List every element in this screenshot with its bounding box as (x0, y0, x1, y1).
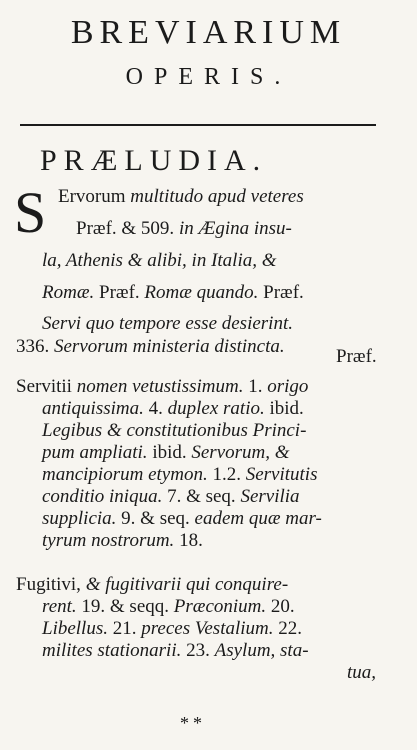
text-segment: 20. (270, 596, 295, 617)
text-segment: tua, (347, 662, 377, 683)
text-segment: supplicia. (42, 508, 122, 529)
text-line (16, 376, 308, 398)
text-line (42, 282, 304, 304)
drop-cap: S (14, 180, 47, 245)
text-segment: Servitii (16, 376, 77, 397)
text-segment: 7. & seq. (167, 486, 241, 507)
text-segment: rent. (42, 596, 82, 617)
text-segment: 9. & seq. (121, 508, 195, 529)
text-segment: tyrum nostrorum. (42, 530, 180, 551)
text-segment: 23. (186, 640, 215, 661)
text-segment: 1.2. (212, 464, 246, 485)
text-line (16, 574, 288, 596)
section-heading: PRÆLUDIA. (40, 144, 268, 177)
text-line (347, 662, 376, 684)
text-segment: conditio iniqua. (42, 486, 168, 507)
text-segment: Asylum, sta- (214, 640, 309, 661)
text-segment: & fugitivarii qui conquire- (85, 574, 289, 595)
text-line (42, 596, 295, 618)
text-segment: Legibus & constitutionibus Princi- (42, 420, 307, 441)
text-line (42, 442, 290, 464)
text-segment: 18. (179, 530, 203, 551)
text-line (16, 336, 285, 358)
text-segment: mancipiorum etymon. (42, 464, 213, 485)
text-segment: Servilia (240, 486, 300, 507)
text-segment: origo (267, 376, 309, 397)
text-line (42, 640, 309, 662)
text-line (42, 398, 304, 420)
text-segment: Præconium. (173, 596, 271, 617)
title-breviarium: BREVIARIUM (70, 14, 347, 51)
text-segment: Ervorum (58, 186, 131, 207)
text-line (76, 218, 292, 240)
text-segment: Servitutis (245, 464, 318, 485)
text-line (42, 313, 293, 335)
text-line (58, 186, 304, 208)
signature-mark: ** (180, 713, 206, 733)
text-segment: Præf. (263, 282, 304, 303)
text-segment: ibid. (152, 442, 192, 463)
text-segment: 22. (278, 618, 303, 639)
text-line (42, 420, 306, 442)
text-segment: preces Vestalium. (141, 618, 279, 639)
text-segment: 1. (248, 376, 268, 397)
text-line (42, 486, 300, 508)
text-segment: Fugitivi, (16, 574, 86, 595)
text-segment: Servi quo tempore esse desierint. (42, 313, 293, 334)
text-segment: Servorum ministeria distincta. (54, 336, 285, 357)
text-segment: Romæ quando. (144, 282, 264, 303)
text-line (336, 346, 377, 368)
text-line (42, 618, 302, 640)
text-line (42, 508, 322, 530)
text-segment: duplex ratio. (167, 398, 270, 419)
text-segment: nomen vetustissimum. (76, 376, 249, 397)
text-segment: 21. (112, 618, 142, 639)
text-segment: Præf. (99, 282, 145, 303)
text-segment: pum ampliati. (42, 442, 153, 463)
text-segment: antiquissima. (42, 398, 149, 419)
text-segment: 4. (148, 398, 168, 419)
text-segment: Romæ. (42, 282, 99, 303)
text-line (42, 464, 317, 486)
text-segment: la, Athenis & alibi, in Italia, & (42, 250, 277, 271)
text-segment: in Ægina insu- (178, 218, 292, 239)
text-segment: 19. & seqq. (81, 596, 174, 617)
text-segment: ibid. (269, 398, 304, 419)
text-segment: Præf. & 509. (76, 218, 179, 239)
text-segment: multitudo apud veteres (130, 186, 304, 207)
text-segment: 336. (16, 336, 54, 357)
text-segment: Libellus. (42, 618, 113, 639)
text-segment: Servorum, & (191, 442, 290, 463)
horizontal-rule (20, 124, 376, 126)
text-line (42, 530, 203, 552)
title-operis: OPERIS. (125, 64, 292, 90)
text-segment: milites stationarii. (42, 640, 187, 661)
text-segment: Præf. (336, 346, 377, 367)
text-line (42, 250, 277, 272)
text-segment: eadem quæ mar- (194, 508, 322, 529)
